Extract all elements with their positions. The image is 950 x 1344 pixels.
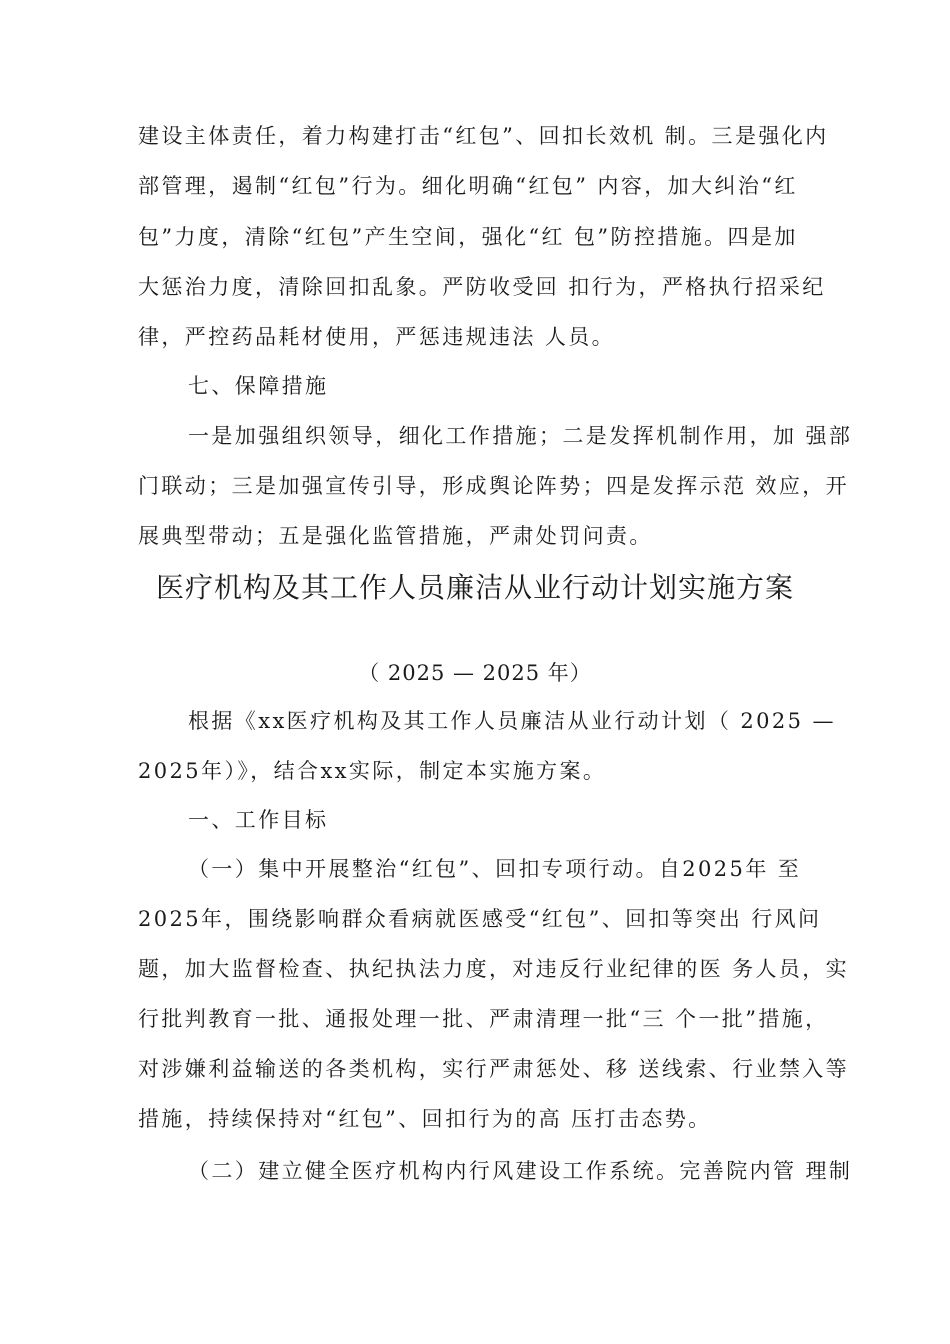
body-text-line: 2025年）》，结合xx实际，制定本实施方案。: [138, 759, 607, 783]
body-text-line: 题，加大监督检查、执纪执法力度，对违反行业纪律的医 务人员，实: [138, 957, 850, 981]
body-text-line: 门联动；三是加强宣传引导，形成舆论阵势；四是发挥示范 效应，开: [138, 474, 850, 498]
body-text-line: 包”力度，清除“红包”产生空间，强化“红 包”防控措施。四是加: [138, 225, 798, 249]
body-text-line: 根据《xx医疗机构及其工作人员廉洁从业行动计划（ 2025 —: [188, 709, 836, 733]
body-text-line: 律，严控药品耗材使用，严惩违规违法 人员。: [138, 325, 616, 349]
body-text-line: 对涉嫌利益输送的各类机构，实行严肃惩处、移 送线索、行业禁入等: [138, 1057, 850, 1081]
section-heading: 一、工作目标: [188, 808, 329, 832]
body-text-line: 部管理，遏制“红包”行为。细化明确“红包” 内容，加大纠治“红: [138, 174, 798, 198]
section-heading: 七、保障措施: [188, 374, 329, 398]
body-text-line: 展典型带动；五是强化监管措施，严肃处罚问责。: [138, 524, 653, 548]
body-text-line: （二）建立健全医疗机构内行风建设工作系统。完善院内管 理制: [188, 1159, 853, 1183]
document-title: 医疗机构及其工作人员廉洁从业行动计划实施方案: [155, 571, 794, 604]
body-text-line: 建设主体责任，着力构建打击“红包”、回扣长效机 制。三是强化内: [138, 124, 829, 148]
body-text-line: 行批判教育一批、通报处理一批、严肃清理一批“三 个一批”措施，: [138, 1007, 829, 1031]
body-text-line: 2025年，围绕影响群众看病就医感受“红包”、回扣等突出 行风问: [138, 907, 822, 931]
document-subtitle: （ 2025 — 2025 年）: [358, 661, 592, 685]
body-text-line: 一是加强组织领导，细化工作措施；二是发挥机制作用，加 强部: [188, 424, 853, 448]
body-text-line: （一）集中开展整治“红包”、回扣专项行动。自2025年 至: [188, 857, 802, 881]
body-text-line: 大惩治力度，清除回扣乱象。严防收受回 扣行为，严格执行招采纪: [138, 275, 826, 299]
body-text-line: 措施，持续保持对“红包”、回扣行为的高 压打击态势。: [138, 1107, 712, 1131]
